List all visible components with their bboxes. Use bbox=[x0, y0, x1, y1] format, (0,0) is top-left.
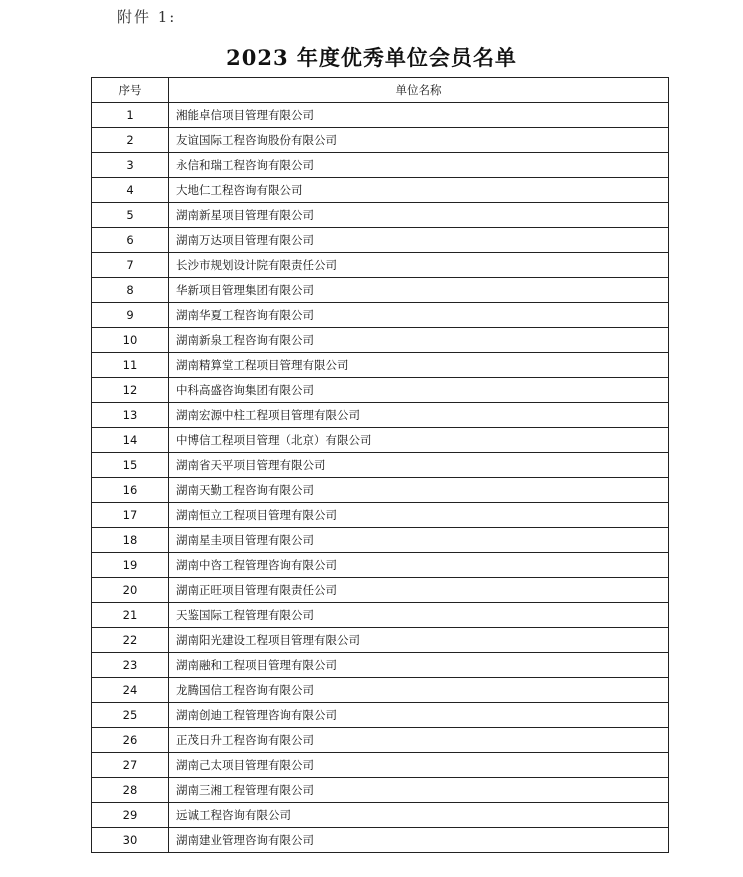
row-number: 7 bbox=[92, 253, 169, 278]
unit-name: 长沙市规划设计院有限责任公司 bbox=[169, 253, 669, 278]
row-number: 25 bbox=[92, 703, 169, 728]
row-number: 27 bbox=[92, 753, 169, 778]
row-number: 26 bbox=[92, 728, 169, 753]
unit-name: 湖南己太项目管理有限公司 bbox=[169, 753, 669, 778]
table-row bbox=[92, 428, 669, 453]
unit-name: 中博信工程项目管理（北京）有限公司 bbox=[169, 428, 669, 453]
row-number: 15 bbox=[92, 453, 169, 478]
table-row bbox=[92, 228, 669, 253]
table-row bbox=[92, 653, 669, 678]
row-number: 4 bbox=[92, 178, 169, 203]
row-number: 20 bbox=[92, 578, 169, 603]
unit-name: 湖南华夏工程咨询有限公司 bbox=[169, 303, 669, 328]
unit-name: 龙腾国信工程咨询有限公司 bbox=[169, 678, 669, 703]
table-row bbox=[92, 153, 669, 178]
unit-name: 湖南新泉工程咨询有限公司 bbox=[169, 328, 669, 353]
unit-name: 湖南三湘工程管理有限公司 bbox=[169, 778, 669, 803]
table-row bbox=[92, 453, 669, 478]
unit-name: 天鉴国际工程管理有限公司 bbox=[169, 603, 669, 628]
unit-name: 湖南恒立工程项目管理有限公司 bbox=[169, 503, 669, 528]
row-number: 19 bbox=[92, 553, 169, 578]
table-row bbox=[92, 778, 669, 803]
table-row bbox=[92, 403, 669, 428]
unit-name: 正茂日升工程咨询有限公司 bbox=[169, 728, 669, 753]
table-row bbox=[92, 328, 669, 353]
unit-name: 湖南星圭项目管理有限公司 bbox=[169, 528, 669, 553]
unit-name: 湖南精算堂工程项目管理有限公司 bbox=[169, 353, 669, 378]
column-header-unit-name: 单位名称 bbox=[169, 78, 669, 103]
table-row bbox=[92, 178, 669, 203]
table-row bbox=[92, 803, 669, 828]
table-row bbox=[92, 478, 669, 503]
row-number: 3 bbox=[92, 153, 169, 178]
table-row bbox=[92, 203, 669, 228]
table-row bbox=[92, 128, 669, 153]
row-number: 29 bbox=[92, 803, 169, 828]
table-row bbox=[92, 728, 669, 753]
table-row bbox=[92, 253, 669, 278]
unit-name: 永信和瑞工程咨询有限公司 bbox=[169, 153, 669, 178]
row-number: 30 bbox=[92, 828, 169, 853]
column-header-number: 序号 bbox=[92, 78, 169, 103]
row-number: 1 bbox=[92, 103, 169, 128]
unit-name: 湖南新星项目管理有限公司 bbox=[169, 203, 669, 228]
row-number: 28 bbox=[92, 778, 169, 803]
unit-name: 湖南宏源中柱工程项目管理有限公司 bbox=[169, 403, 669, 428]
row-number: 8 bbox=[92, 278, 169, 303]
table-row bbox=[92, 528, 669, 553]
table-row bbox=[92, 278, 669, 303]
row-number: 16 bbox=[92, 478, 169, 503]
unit-name: 湖南省天平项目管理有限公司 bbox=[169, 453, 669, 478]
unit-name: 湖南创迪工程管理咨询有限公司 bbox=[169, 703, 669, 728]
row-number: 18 bbox=[92, 528, 169, 553]
unit-name: 湖南天勤工程咨询有限公司 bbox=[169, 478, 669, 503]
table-row bbox=[92, 503, 669, 528]
table-header-row bbox=[92, 78, 669, 103]
row-number: 22 bbox=[92, 628, 169, 653]
table-row bbox=[92, 353, 669, 378]
table-row bbox=[92, 753, 669, 778]
row-number: 24 bbox=[92, 678, 169, 703]
document-title: 2023 年度优秀单位会员名单 bbox=[226, 45, 517, 70]
unit-name: 湖南建业管理咨询有限公司 bbox=[169, 828, 669, 853]
unit-name: 湖南中咨工程管理咨询有限公司 bbox=[169, 553, 669, 578]
table-row bbox=[92, 378, 669, 403]
row-number: 6 bbox=[92, 228, 169, 253]
row-number: 12 bbox=[92, 378, 169, 403]
table-row bbox=[92, 603, 669, 628]
row-number: 14 bbox=[92, 428, 169, 453]
unit-name: 大地仁工程咨询有限公司 bbox=[169, 178, 669, 203]
table-row bbox=[92, 303, 669, 328]
row-number: 13 bbox=[92, 403, 169, 428]
row-number: 10 bbox=[92, 328, 169, 353]
table-row bbox=[92, 828, 669, 853]
row-number: 17 bbox=[92, 503, 169, 528]
row-number: 23 bbox=[92, 653, 169, 678]
table-row bbox=[92, 103, 669, 128]
unit-name: 湖南万达项目管理有限公司 bbox=[169, 228, 669, 253]
table-row bbox=[92, 578, 669, 603]
row-number: 5 bbox=[92, 203, 169, 228]
row-number: 21 bbox=[92, 603, 169, 628]
unit-name: 友谊国际工程咨询股份有限公司 bbox=[169, 128, 669, 153]
row-number: 11 bbox=[92, 353, 169, 378]
table-row bbox=[92, 678, 669, 703]
table-row bbox=[92, 553, 669, 578]
unit-name: 湖南正旺项目管理有限责任公司 bbox=[169, 578, 669, 603]
unit-name: 中科高盛咨询集团有限公司 bbox=[169, 378, 669, 403]
unit-name: 湖南阳光建设工程项目管理有限公司 bbox=[169, 628, 669, 653]
row-number: 9 bbox=[92, 303, 169, 328]
unit-name: 湘能卓信项目管理有限公司 bbox=[169, 103, 669, 128]
member-table bbox=[91, 77, 669, 853]
unit-name: 湖南融和工程项目管理有限公司 bbox=[169, 653, 669, 678]
table-row bbox=[92, 703, 669, 728]
attachment-label: 附件 1: bbox=[117, 8, 177, 26]
table-row bbox=[92, 628, 669, 653]
unit-name: 华新项目管理集团有限公司 bbox=[169, 278, 669, 303]
unit-name: 远诚工程咨询有限公司 bbox=[169, 803, 669, 828]
table-body bbox=[92, 103, 669, 853]
row-number: 2 bbox=[92, 128, 169, 153]
